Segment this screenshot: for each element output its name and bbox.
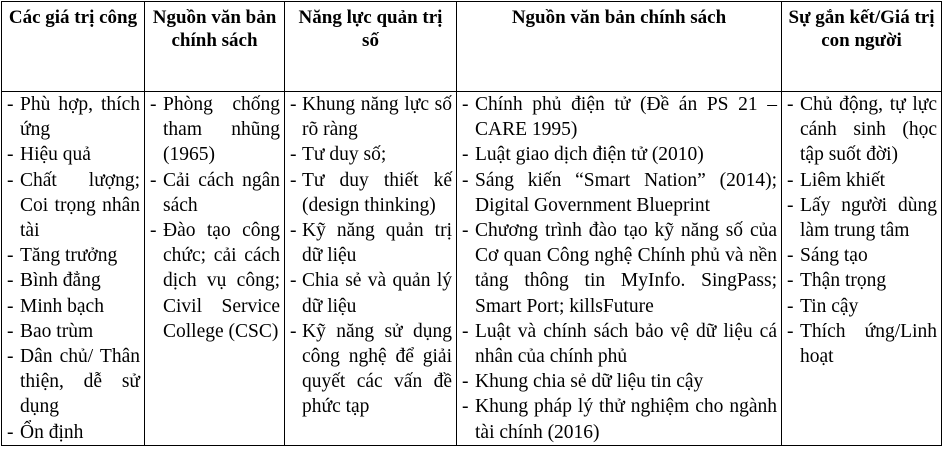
list-item: - Bình đẳng: [5, 268, 140, 293]
list-item: - Khung pháp lý thử nghiệm cho ngành tài chính (2016): [460, 394, 777, 444]
list-item: - Tăng trưởng: [5, 243, 140, 268]
policy-sources-1-list: [148, 92, 280, 344]
list-item: - Bao trùm: [5, 319, 140, 344]
list-item: - Chất lượng; Coi trọng nhân tài: [5, 168, 140, 244]
table-header-row: [2, 2, 942, 92]
list-item: - Minh bạch: [5, 294, 140, 319]
header-digital-governance-capacity: Năng lực quản trị số: [285, 2, 457, 92]
engagement-human-values-cell: [782, 92, 942, 446]
list-item: - Thận trọng: [785, 268, 937, 293]
digital-governance-capacity-list: [288, 92, 452, 420]
list-item: - Chương trình đào tạo kỹ năng số của Cơ quan Công nghệ Chính phủ và nền tảng thông tin MyInfo. SingPass; Smart Port; killsFuture: [460, 218, 777, 319]
table-body-row: [2, 92, 942, 446]
list-item: - Chủ động, tự lực cánh sinh (học tập suốt đời): [785, 92, 937, 168]
list-item: - Tư duy thiết kế (design thinking): [288, 168, 452, 218]
list-item: - Luật và chính sách bảo vệ dữ liệu cá nhân của chính phủ: [460, 319, 777, 369]
list-item: - Phù hợp, thích ứng: [5, 92, 140, 142]
list-item: - Tin cậy: [785, 294, 937, 319]
list-item: - Cải cách ngân sách: [148, 168, 280, 218]
header-policy-sources-2: Nguồn văn bản chính sách: [457, 2, 782, 92]
list-item: - Phòng chống tham nhũng (1965): [148, 92, 280, 168]
engagement-human-values-list: [785, 92, 937, 369]
policy-sources-2-cell: [457, 92, 782, 446]
header-public-values: Các giá trị công: [2, 2, 145, 92]
list-item: - Sáng tạo: [785, 243, 937, 268]
list-item: - Kỹ năng sử dụng công nghệ để giải quyết các vấn đề phức tạp: [288, 319, 452, 420]
list-item: - Chính phủ điện tử (Đề án PS 21 – CARE 1995): [460, 92, 777, 142]
digital-governance-capacity-cell: [285, 92, 457, 446]
header-policy-sources-1: Nguồn văn bản chính sách: [145, 2, 285, 92]
list-item: - Kỹ năng quản trị dữ liệu: [288, 218, 452, 268]
list-item: - Hiệu quả: [5, 142, 140, 167]
list-item: - Luật giao dịch điện tử (2010): [460, 142, 777, 167]
list-item: - Khung chia sẻ dữ liệu tin cậy: [460, 369, 777, 394]
list-item: - Liêm khiết: [785, 168, 937, 193]
header-engagement-human-values: Sự gắn kết/Giá trị con người: [782, 2, 942, 92]
policy-sources-2-list: [460, 92, 777, 445]
public-values-cell: [2, 92, 145, 446]
policy-sources-1-cell: [145, 92, 285, 446]
list-item: - Tư duy số;: [288, 142, 452, 167]
list-item: - Lấy người dùng làm trung tâm: [785, 193, 937, 243]
list-item: - Ổn định: [5, 420, 140, 445]
policy-values-table: [1, 1, 942, 446]
list-item: - Thích ứng/Linh hoạt: [785, 319, 937, 369]
public-values-list: [5, 92, 140, 445]
list-item: - Đào tạo công chức; cải cách dịch vụ công; Civil Service College (CSC): [148, 218, 280, 344]
list-item: - Chia sẻ và quản lý dữ liệu: [288, 268, 452, 318]
list-item: - Sáng kiến “Smart Nation” (2014); Digital Government Blueprint: [460, 168, 777, 218]
list-item: - Khung năng lực số rõ ràng: [288, 92, 452, 142]
list-item: - Dân chủ/ Thân thiện, dễ sử dụng: [5, 344, 140, 420]
